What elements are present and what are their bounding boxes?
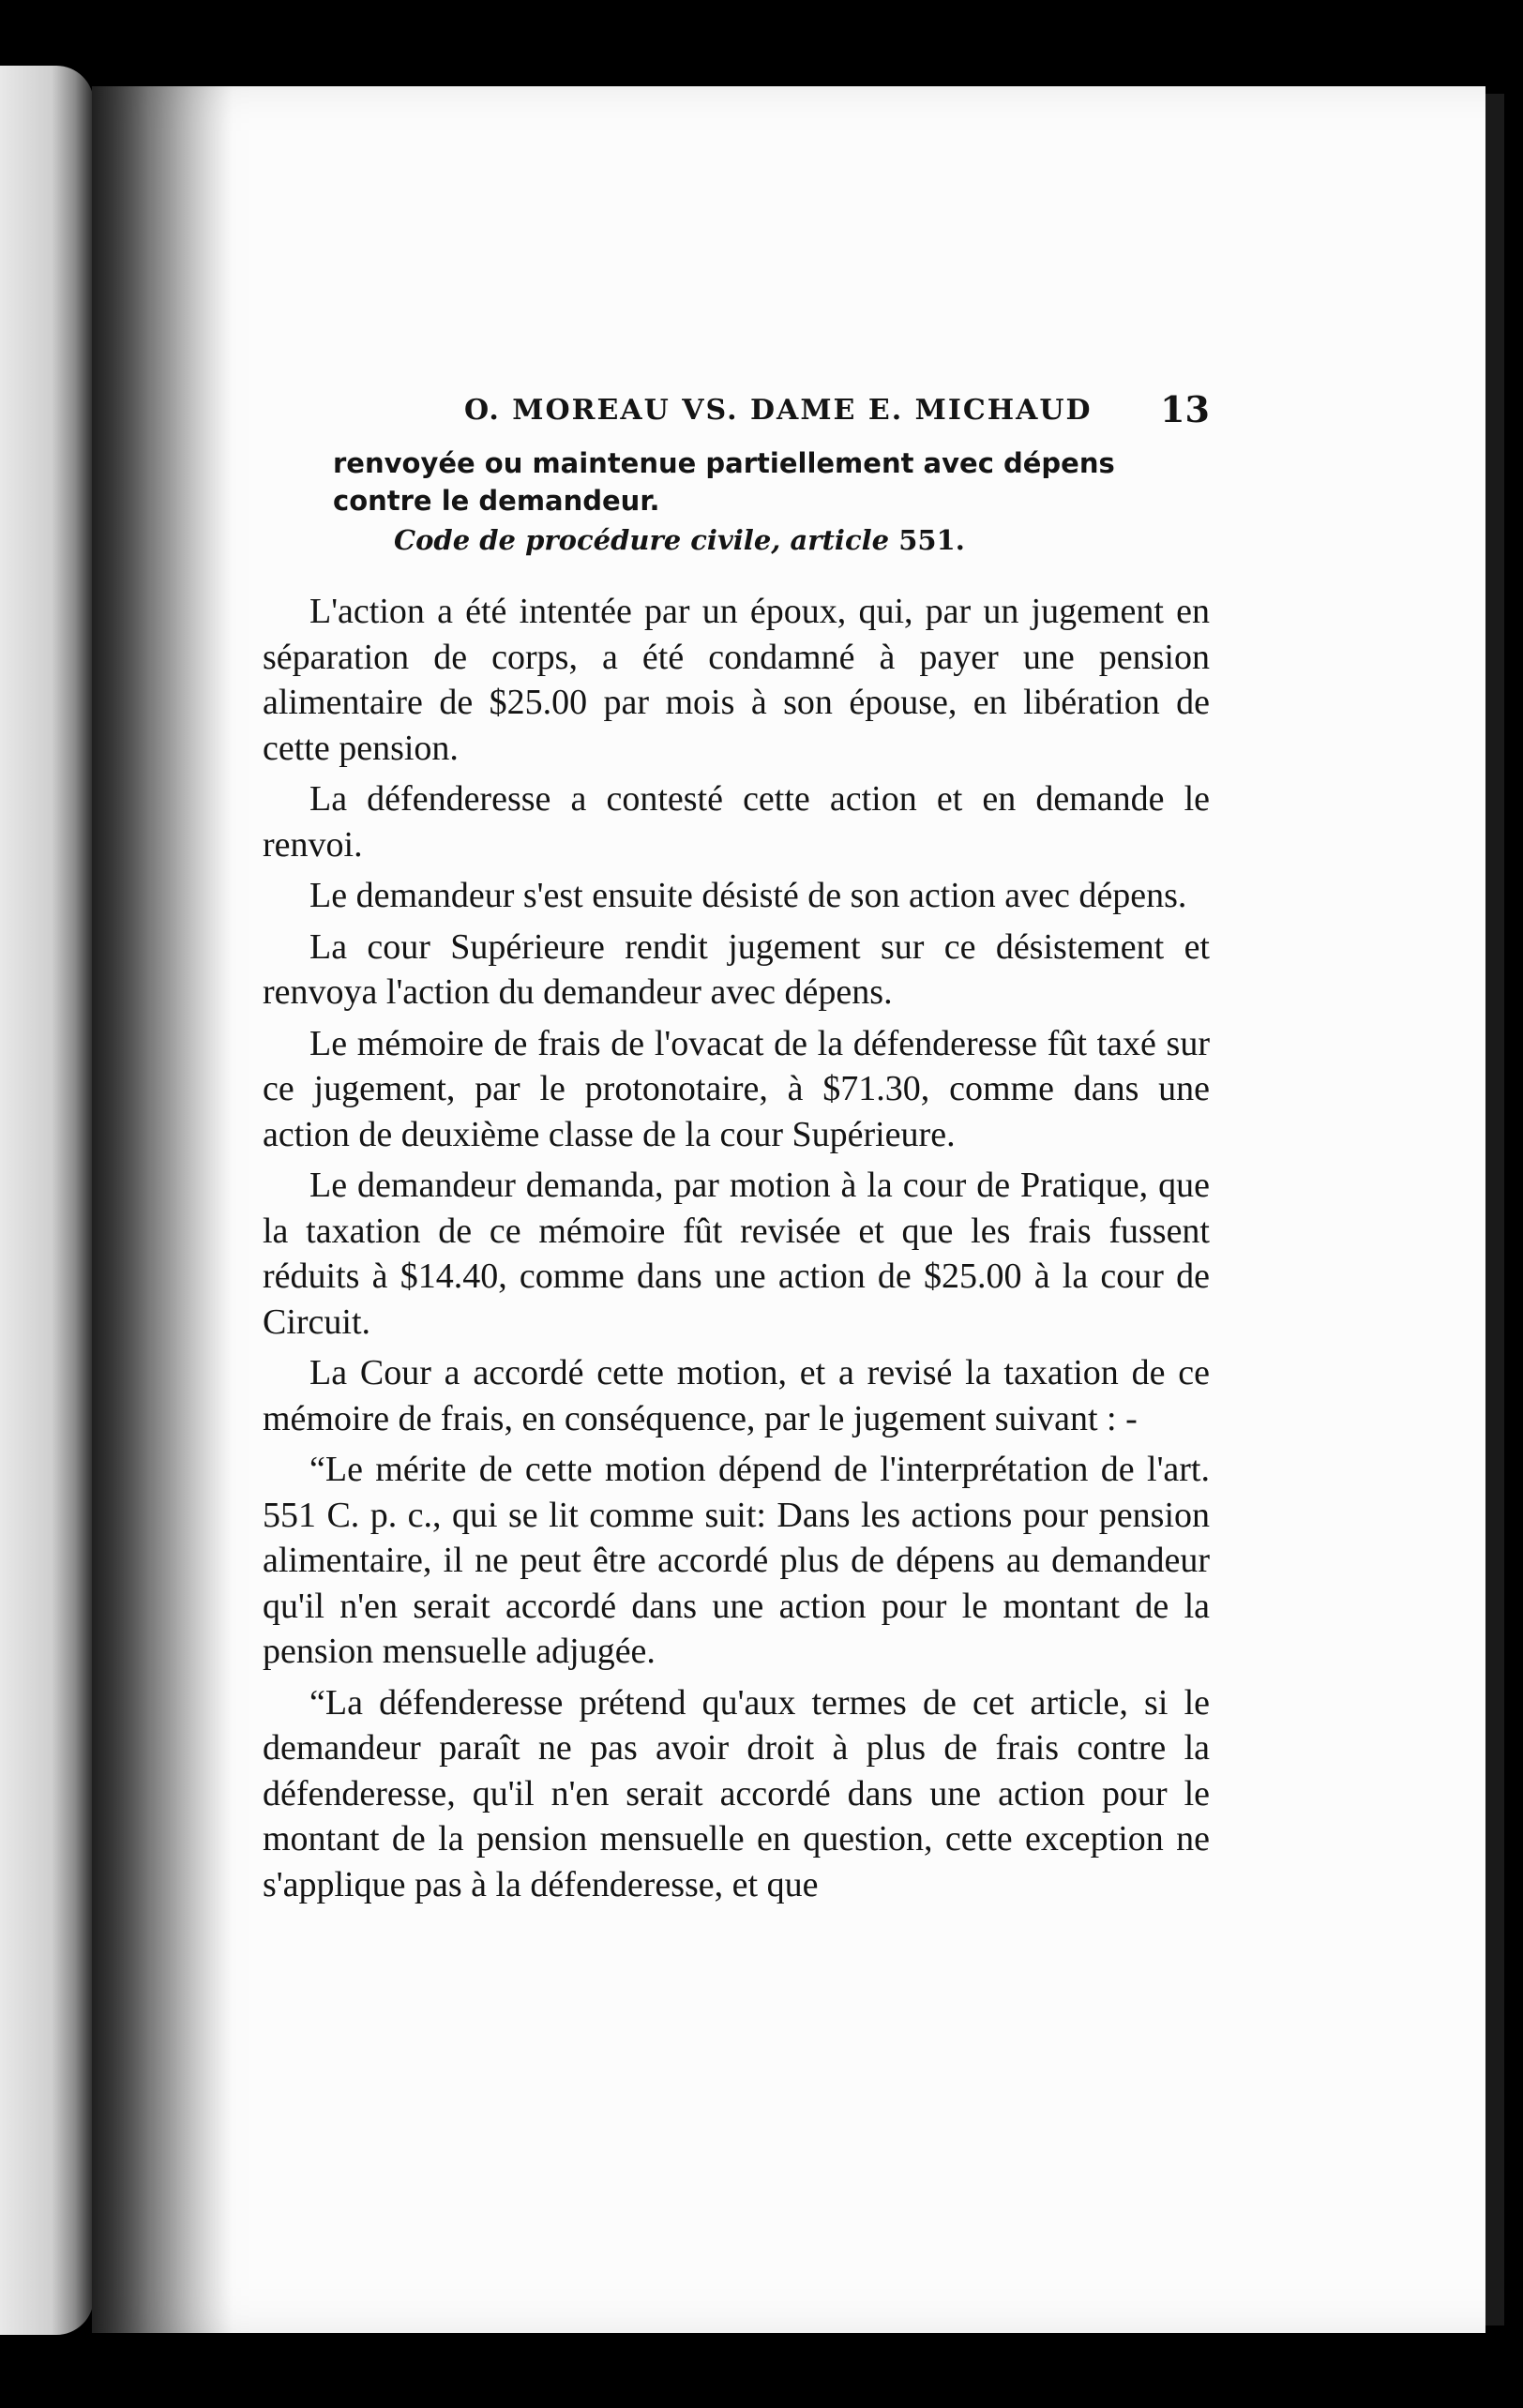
citation-source: Code de procédure civile, article	[394, 524, 890, 556]
paragraph: L'action a été intentée par un époux, qui, par un jugement en séparation de corps, a été condamné à payer une pension alimentaire de $25.00 par mois à son épouse, en libération de cette pension.	[263, 592, 1210, 768]
running-title: O. MOREAU VS. DAME E. MICHAUD	[464, 394, 1093, 427]
paragraph: La cour Supérieure rendit jugement sur ce désistement et renvoya l'action du demandeur avec dépens.	[263, 926, 1210, 1012]
page-gutter-shadow	[92, 86, 233, 2333]
paragraph: Le demandeur s'est ensuite désisté de son action avec dépens.	[309, 876, 1187, 915]
paragraph: Le demandeur demanda, par motion à la cour de Pratique, que la taxation de ce mémoire fût revisée et que les frais fussent réduits à $14.40, comme dans une action de $25.00 à la cour de Circuit.	[263, 1166, 1210, 1342]
paragraph: La Cour a accordé cette motion, et a revisé la taxation de ce mémoire de frais, en conséquence, par le jugement suivant : -	[263, 1353, 1210, 1438]
statute-citation	[244, 519, 1210, 561]
page-content	[244, 384, 1210, 1913]
paragraph: Le mémoire de frais de l'ovacat de la défenderesse fût taxé sur ce jugement, par le protonotaire, à $71.30, comme dans une action de deuxième classe de la cour Supérieure.	[263, 1023, 1210, 1154]
headnote: renvoyée ou maintenue partiellement avec dépens contre le demandeur.	[333, 447, 1115, 517]
citation-article-number: 551.	[898, 524, 965, 556]
paragraph: La défenderesse a contesté cette action et en demande le renvoi.	[263, 779, 1210, 865]
running-header	[244, 384, 1210, 441]
paragraph: “Le mérite de cette motion dépend de l'interprétation de l'art. 551 C. p. c., qui se lit comme suit: Dans les actions pour pension alimentaire, il ne peut être accordé plus de dépens au demandeur qu'il n'en serait accordé dans une action pour le montant de la pension mensuelle adjugée.	[263, 1450, 1210, 1671]
paragraph: “La défenderesse prétend qu'aux termes de cet article, si le demandeur paraît ne pas avoir droit à plus de frais contre la défenderesse, qu'il n'en serait accordé dans une action pour le montant de la pension mensuelle en question, cette exception ne s'applique pas à la défenderesse, et que	[263, 1682, 1210, 1904]
right-page-edge	[1485, 94, 1504, 2325]
page-number: 13	[1160, 388, 1210, 430]
left-page-edge	[0, 66, 94, 2335]
